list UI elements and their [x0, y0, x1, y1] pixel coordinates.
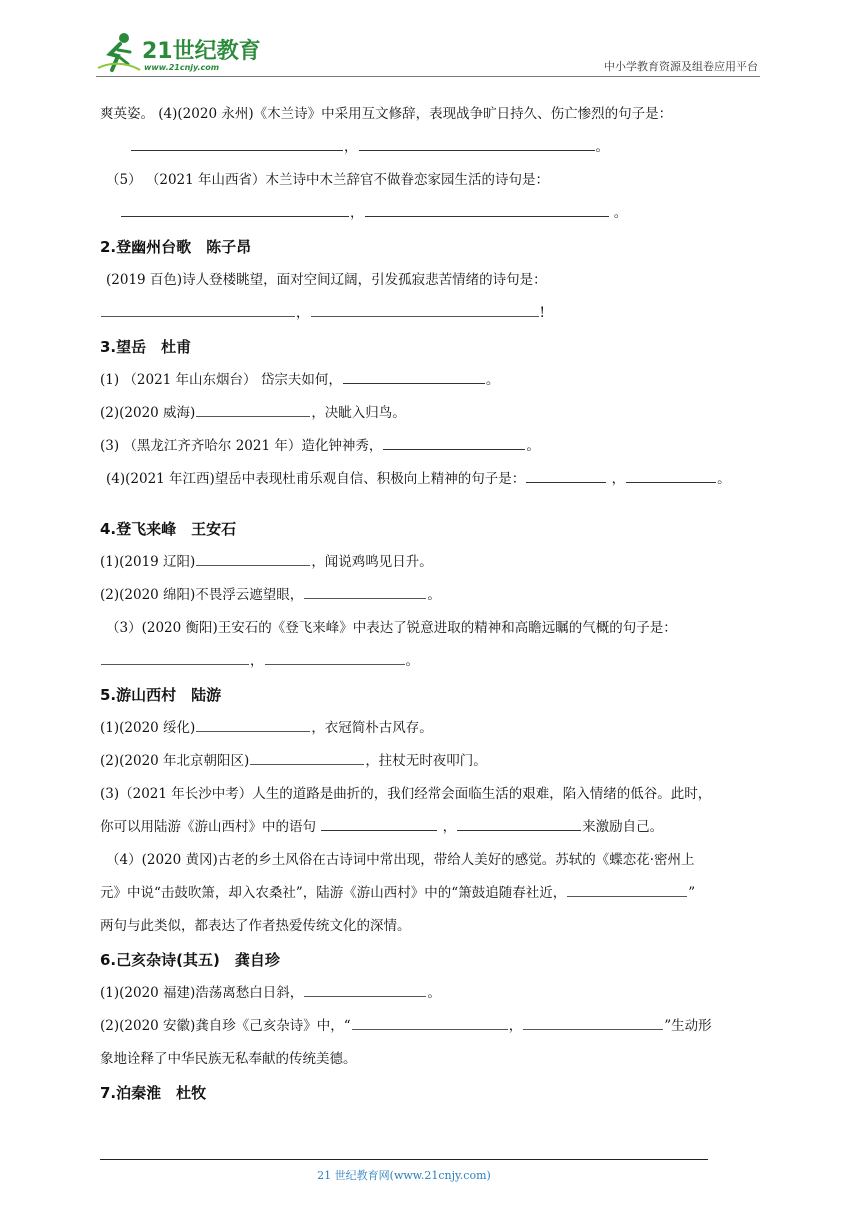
blank-field[interactable] [196, 717, 310, 732]
question-text: 爽英姿。 (4)(2020 永州)《木兰诗》中采用互文修辞，表现战争旷日持久、伤亡惨烈的句子是： [100, 106, 673, 122]
text-line [100, 98, 764, 131]
text-line [100, 579, 764, 612]
text-line [100, 712, 764, 745]
blank-field[interactable] [526, 468, 606, 483]
punct: 。 [609, 205, 628, 221]
header-divider [96, 76, 760, 77]
question-text: ”生动形 [664, 1018, 712, 1034]
section-heading: 5.游山西村 陆游 [100, 686, 222, 704]
blank-field[interactable] [131, 136, 343, 151]
platform-name: 中小学教育资源及组卷应用平台 [604, 60, 758, 73]
question-text: (2)(2020 威海) [100, 405, 196, 421]
question-text: (3)（2021 年长沙中考）人生的道路是曲折的，我们经常会面临生活的艰难，陷入情绪的低谷。此时， [100, 786, 712, 802]
footer-divider [100, 1159, 708, 1160]
text-line [100, 778, 764, 811]
question-text: (2019 百色)诗人登楼眺望，面对空间辽阔，引发孤寂悲苦情绪的诗句是： [106, 272, 547, 288]
punct: ” [688, 885, 696, 901]
question-text: (2)(2020 年北京朝阳区) [100, 753, 250, 769]
runner-logo-icon [96, 30, 142, 76]
question-text: （3）(2020 衡阳)王安石的《登飞来峰》中表达了锐意进取的精神和高瞻远瞩的气概的句子是： [106, 620, 677, 636]
blank-field[interactable] [523, 1015, 663, 1030]
blank-field[interactable] [352, 1015, 508, 1030]
blank-field[interactable] [304, 982, 426, 997]
punct: ， [296, 305, 310, 321]
blank-field[interactable] [121, 202, 349, 217]
punct: ， [250, 653, 264, 669]
question-text: ，衣冠简朴古风存。 [311, 720, 433, 736]
logo-text: 21世纪教育 [142, 39, 261, 64]
answer-line [100, 645, 764, 678]
blank-field[interactable] [567, 882, 687, 897]
question-text: (4)(2021 年江西)望岳中表现杜甫乐观自信、积极向上精神的句子是： [106, 471, 526, 487]
blank-field[interactable] [196, 402, 310, 417]
punct: ! [539, 305, 545, 321]
section-heading: 7.泊秦淮 杜牧 [100, 1084, 207, 1102]
blank-field[interactable] [383, 435, 525, 450]
page-footer: 21 世纪教育网(www.21cnjy.com) [317, 1169, 491, 1182]
logo-url: www.21cnjy.com [144, 63, 220, 72]
blank-field[interactable] [321, 816, 437, 831]
text-line [100, 430, 764, 463]
question-text: 两句与此类似，都表达了作者热爱传统文化的深情。 [100, 918, 411, 934]
question-text: (2)(2020 安徽)龚自珍《己亥杂诗》中，“ [100, 1018, 351, 1034]
question-text: (1) （2021 年山东烟台） 岱宗夫如何， [100, 372, 342, 388]
punct: 。 [405, 653, 419, 669]
blank-field[interactable] [101, 302, 295, 317]
blank-field[interactable] [365, 202, 609, 217]
question-text: （4）(2020 黄冈)古老的乡土风俗在古诗词中常出现，带给人美好的感觉。苏轼的《蝶恋花·密州上 [106, 852, 695, 868]
text-line [100, 910, 764, 943]
question-text: (2)(2020 绵阳)不畏浮云遮望眼， [100, 587, 304, 603]
question-text: ，决眦入归鸟。 [311, 405, 406, 421]
question-text: 你可以用陆游《游山西村》中的语句 [100, 819, 321, 835]
logo [96, 30, 276, 78]
blank-field[interactable] [196, 551, 310, 566]
blank-field[interactable] [311, 302, 539, 317]
text-line [100, 612, 764, 645]
blank-field[interactable] [250, 750, 364, 765]
answer-line [100, 297, 764, 330]
blank-field[interactable] [359, 136, 595, 151]
spacer [100, 496, 764, 512]
question-text: ，闻说鸡鸣见日升。 [311, 554, 433, 570]
question-text: 来激励自己。 [582, 819, 664, 835]
answer-line [100, 197, 764, 230]
blank-field[interactable] [626, 468, 716, 483]
text-line [100, 546, 764, 579]
page-header [96, 30, 760, 78]
punct: 。 [427, 985, 441, 1001]
question-text: （5） （2021 年山西省）木兰诗中木兰辞官不做眷恋家园生活的诗句是： [106, 172, 550, 188]
punct: ， [350, 205, 364, 221]
punct: ， [438, 819, 457, 835]
punct: 。 [595, 139, 609, 155]
text-line [100, 364, 764, 397]
text-line [100, 463, 764, 496]
section-heading: 3.望岳 杜甫 [100, 338, 192, 356]
punct: 。 [485, 372, 500, 388]
text-line [100, 977, 764, 1010]
question-text: 元》中说“击鼓吹箫，却入农桑社”，陆游《游山西村》中的“箫鼓追随春社近， [100, 885, 567, 901]
text-line [100, 745, 764, 778]
answer-line [100, 131, 764, 164]
punct: ， [607, 471, 626, 487]
text-line [100, 844, 764, 877]
question-text: (1)(2019 辽阳) [100, 554, 196, 570]
punct: ， [344, 139, 358, 155]
question-text: (1)(2020 绥化) [100, 720, 196, 736]
punct: 。 [717, 471, 731, 487]
blank-field[interactable] [101, 650, 249, 665]
question-text: (1)(2020 福建)浩荡离愁白日斜， [100, 985, 304, 1001]
text-line [100, 397, 764, 430]
punct: 。 [427, 587, 441, 603]
question-text: (3) （黑龙江齐齐哈尔 2021 年）造化钟神秀， [100, 438, 383, 454]
text-line [100, 811, 764, 844]
blank-field[interactable] [265, 650, 405, 665]
blank-field[interactable] [457, 816, 581, 831]
text-line [100, 264, 764, 297]
section-heading: 6.己亥杂诗(其五) 龚自珍 [100, 951, 280, 969]
text-line [100, 1010, 764, 1043]
blank-field[interactable] [304, 584, 426, 599]
section-heading: 2.登幽州台歌 陈子昂 [100, 238, 252, 256]
worksheet-content [100, 98, 764, 1110]
text-line [100, 877, 764, 910]
question-text: ，拄杖无时夜叩门。 [365, 753, 487, 769]
punct: ， [508, 1018, 523, 1034]
section-heading: 4.登飞来峰 王安石 [100, 520, 237, 538]
blank-field[interactable] [343, 369, 485, 384]
text-line [100, 1043, 764, 1076]
text-line [100, 164, 764, 197]
question-text: 象地诠释了中华民族无私奉献的传统美德。 [100, 1051, 357, 1067]
punct: 。 [526, 438, 540, 454]
